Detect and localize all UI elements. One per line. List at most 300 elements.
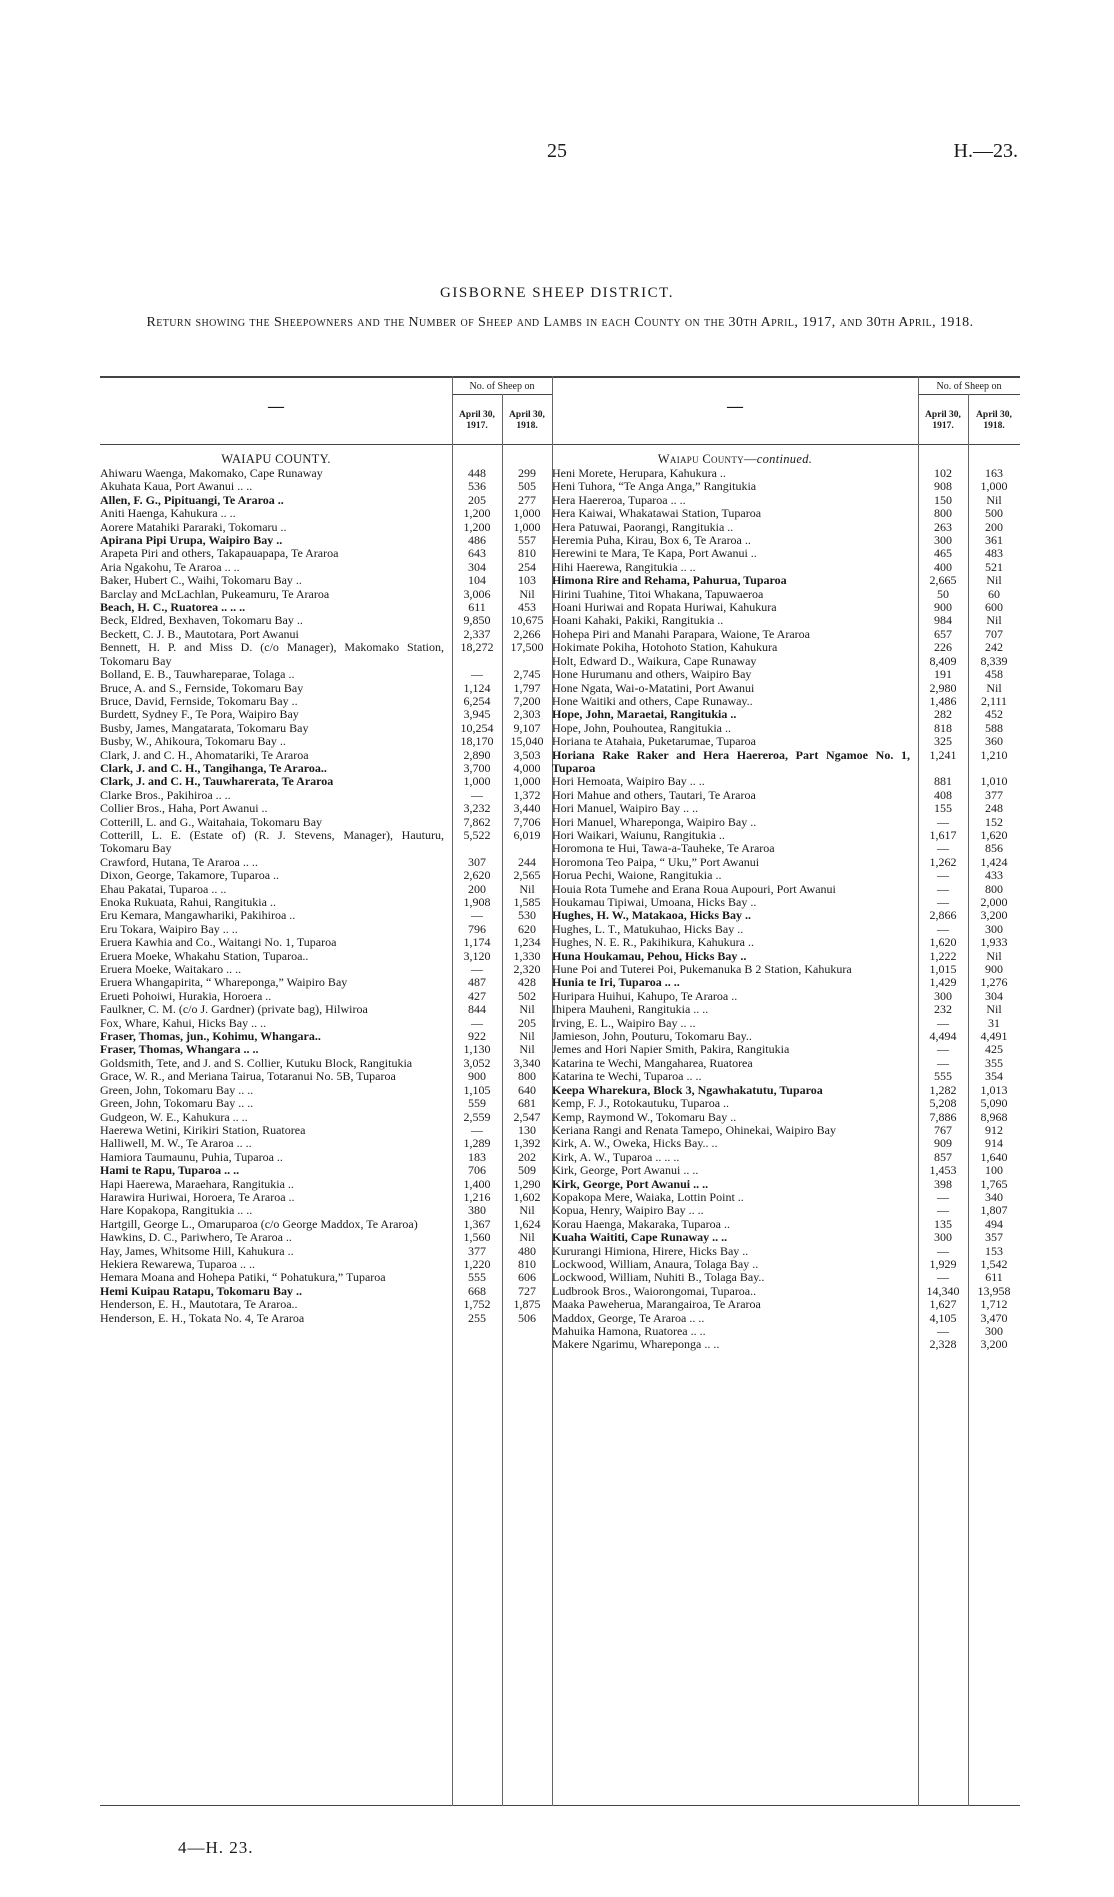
table-row bbox=[100, 1218, 552, 1231]
owner-name-cell bbox=[552, 1245, 918, 1258]
owner-name: Crawford, Hutana, Te Araroa .. .. bbox=[100, 855, 258, 869]
sheep-count-1918: 506 bbox=[518, 1310, 536, 1325]
owner-name-cell bbox=[100, 494, 452, 507]
owner-name-cell bbox=[552, 507, 918, 520]
owner-name-cell bbox=[100, 1178, 452, 1191]
sheep-count-1918: 13,958 bbox=[977, 1283, 1011, 1298]
sheep-count-1917: 555 bbox=[468, 1270, 486, 1285]
owner-name-cell bbox=[100, 1204, 452, 1217]
owner-name: Hori Mahue and others, Tautari, Te Araroa bbox=[552, 788, 756, 802]
table-row bbox=[552, 829, 1020, 842]
sheep-count-1917: 155 bbox=[934, 801, 952, 816]
owner-name-cell bbox=[100, 976, 452, 989]
owner-name: Hay, James, Whitsome Hill, Kahukura .. bbox=[100, 1244, 294, 1258]
county-heading-continued bbox=[552, 453, 918, 467]
table-row bbox=[552, 1271, 1020, 1284]
owner-name: Fraser, Thomas, Whangara .. .. bbox=[100, 1043, 259, 1057]
owner-name-cell bbox=[100, 1003, 452, 1016]
owner-name: Hokimate Pokiha, Hotohoto Station, Kahukura bbox=[552, 641, 778, 655]
sheep-count-1917: 9,850 bbox=[463, 613, 491, 628]
sheep-count-1917: 818 bbox=[934, 720, 952, 735]
owner-name: Irving, E. L., Waipiro Bay .. .. bbox=[552, 1016, 696, 1030]
owner-name: Hori Waikari, Waiunu, Rangitukia .. bbox=[552, 828, 725, 842]
owner-name-cell bbox=[100, 775, 452, 788]
sheep-count-1918: 505 bbox=[518, 479, 536, 494]
sheep-count-1918: 681 bbox=[518, 1096, 536, 1111]
owner-name: Bruce, David, Fernside, Tokomaru Bay .. bbox=[100, 694, 298, 708]
sheep-count-1917: 1,174 bbox=[463, 935, 491, 950]
sheep-count-1918: 1,392 bbox=[513, 1136, 541, 1151]
owner-name: Beck, Eldred, Bexhaven, Tokomaru Bay .. bbox=[100, 614, 303, 628]
owner-name-cell bbox=[552, 614, 918, 627]
table-row bbox=[552, 507, 1020, 520]
owner-name-cell bbox=[100, 1231, 452, 1244]
sheep-count-1918: 453 bbox=[518, 600, 536, 615]
owner-name-cell bbox=[100, 614, 452, 627]
sheep-count-1917: 487 bbox=[468, 975, 486, 990]
table-row bbox=[100, 547, 552, 560]
table-row bbox=[100, 829, 552, 856]
owner-name-cell bbox=[552, 735, 918, 748]
sheep-count-1918: 600 bbox=[985, 600, 1003, 615]
sheep-count-1918: 1,000 bbox=[513, 774, 541, 789]
sheep-count-1918: 4,491 bbox=[980, 1029, 1008, 1044]
sheep-count-1917: — bbox=[937, 1015, 949, 1030]
sheep-count-1917: 183 bbox=[468, 1149, 486, 1164]
sheep-count-1918: 1,807 bbox=[980, 1203, 1008, 1218]
sheep-count-1918: 60 bbox=[988, 586, 1000, 601]
sheep-count-1918: 3,440 bbox=[513, 801, 541, 816]
table-row bbox=[552, 923, 1020, 936]
sheep-count-1918: 3,340 bbox=[513, 1055, 541, 1070]
sheep-count-1918: 8,339 bbox=[980, 653, 1008, 668]
owner-name: Apirana Pipi Urupa, Waipiro Bay .. bbox=[100, 534, 283, 548]
sheep-count-1917: 1,560 bbox=[463, 1230, 491, 1245]
owner-name-cell bbox=[552, 749, 918, 776]
sheep-count-1918: Nil bbox=[519, 1042, 535, 1057]
sheep-count-1917: 900 bbox=[934, 600, 952, 615]
sheep-count-1917: — bbox=[937, 1055, 949, 1070]
district-title: GISBORNE SHEEP DISTRICT. bbox=[440, 285, 674, 301]
owner-name-cell bbox=[552, 480, 918, 493]
sheep-count-1918: 2,565 bbox=[513, 868, 541, 883]
table-row bbox=[552, 909, 1020, 922]
sheep-count-1917: 300 bbox=[934, 533, 952, 548]
sheep-count-1918: 100 bbox=[985, 1163, 1003, 1178]
table-row bbox=[552, 682, 1020, 695]
owner-name: Barclay and McLachlan, Pukeamuru, Te Araroa bbox=[100, 587, 330, 601]
sheep-count-1917: 2,620 bbox=[463, 868, 491, 883]
table-row bbox=[100, 1017, 552, 1030]
owner-name: Hoani Huriwai and Ropata Huriwai, Kahukura bbox=[552, 601, 777, 615]
sheep-count-1917: — bbox=[937, 895, 949, 909]
sheep-count-1918: Nil bbox=[986, 573, 1002, 588]
sheep-count-1917: 282 bbox=[934, 707, 952, 722]
owner-name-cell bbox=[552, 923, 918, 936]
sheep-count-1918: 205 bbox=[518, 1015, 536, 1030]
sheep-count-1917: 255 bbox=[468, 1310, 486, 1325]
owner-name-cell bbox=[552, 976, 918, 989]
owner-name: Hori Manuel, Waipiro Bay .. .. bbox=[552, 802, 699, 816]
owner-name: Hapi Haerewa, Maraehara, Rangitukia .. bbox=[100, 1177, 294, 1191]
sheep-count-1918: 611 bbox=[985, 1270, 1003, 1285]
owner-name-cell bbox=[552, 990, 918, 1003]
owner-name: Heni Tuhora, “Te Anga Anga,” Rangitukia bbox=[552, 480, 757, 494]
sheep-count-1917: 900 bbox=[468, 1069, 486, 1084]
table-row bbox=[100, 1245, 552, 1258]
table-row bbox=[100, 923, 552, 936]
sheep-count-group-header: No. of Sheep on bbox=[936, 381, 1002, 392]
table-row bbox=[100, 708, 552, 721]
sheep-count-1918: Nil bbox=[986, 680, 1002, 695]
sheep-count-1917: 465 bbox=[934, 546, 952, 561]
owner-name: Makere Ngarimu, Whareponga .. .. bbox=[552, 1338, 720, 1352]
table-row bbox=[552, 1003, 1020, 1016]
sheep-count-1918: 494 bbox=[985, 1216, 1003, 1231]
sheep-count-1918: 856 bbox=[985, 841, 1003, 856]
sheep-count-1918: 1,712 bbox=[980, 1297, 1008, 1312]
owner-name: Hami te Rapu, Tuparoa .. .. bbox=[100, 1164, 240, 1178]
table-row bbox=[100, 1231, 552, 1244]
owner-name: Hera Kaiwai, Whakatawai Station, Tuparoa bbox=[552, 507, 762, 521]
sheep-count-1917: 1,617 bbox=[929, 827, 957, 842]
owner-name-cell bbox=[100, 1312, 452, 1325]
table-row bbox=[100, 574, 552, 587]
sheep-count-1918: 1,424 bbox=[980, 854, 1008, 869]
sheep-count-1918: 300 bbox=[985, 921, 1003, 936]
table-row bbox=[552, 936, 1020, 949]
table-row bbox=[552, 950, 1020, 963]
table-row bbox=[100, 802, 552, 815]
owner-name-cell bbox=[100, 1164, 452, 1177]
table-row bbox=[552, 467, 1020, 480]
owner-name: Keriana Rangi and Renata Tamepo, Ohinekai, Waipiro Bay bbox=[552, 1123, 836, 1137]
owner-name: Kopakopa Mere, Waiaka, Lottin Point .. bbox=[552, 1190, 744, 1204]
owner-name-cell bbox=[552, 467, 918, 480]
owner-name: Aria Ngakohu, Te Araroa .. .. bbox=[100, 560, 240, 574]
owner-name: Bruce, A. and S., Fernside, Tokomaru Bay bbox=[100, 681, 304, 695]
owner-name-cell bbox=[100, 1285, 452, 1298]
sheep-count-1917: 3,232 bbox=[463, 801, 491, 816]
owner-name: Bennett, H. P. and Miss D. (c/o Manager), Makomako Station, Tokomaru Bay bbox=[100, 641, 444, 668]
sheep-count-1918: 1,010 bbox=[980, 774, 1008, 789]
owner-name: Arapeta Piri and others, Takapauapapa, Te Araroa bbox=[100, 547, 339, 561]
owner-name: Hohepa Piri and Manahi Parapara, Waione, Te Araroa bbox=[552, 627, 810, 641]
owner-name: Goldsmith, Tete, and J. and S. Collier, Kutuku Block, Rangitukia bbox=[100, 1056, 413, 1070]
sheep-count-1917: 668 bbox=[468, 1283, 486, 1298]
owner-name: Kirk, George, Port Awanui .. .. bbox=[552, 1164, 699, 1178]
sheep-count-1918: 200 bbox=[985, 519, 1003, 534]
owner-name-cell bbox=[100, 950, 452, 963]
sheep-count-1917: 984 bbox=[934, 613, 952, 628]
owner-name: Hoani Kahaki, Pakiki, Rangitukia .. bbox=[552, 614, 724, 628]
sheep-count-1917: 1,367 bbox=[463, 1216, 491, 1231]
owner-name-cell bbox=[552, 641, 918, 654]
sheep-count-1918: 500 bbox=[985, 506, 1003, 521]
table-row bbox=[100, 494, 552, 507]
owner-name: Hemara Moana and Hohepa Patiki, “ Pohatukura,” Tuparoa bbox=[100, 1271, 386, 1285]
sheep-count-1918: 1,000 bbox=[513, 506, 541, 521]
sheep-count-1917: 150 bbox=[934, 492, 952, 507]
sheep-count-1918: 458 bbox=[985, 667, 1003, 682]
table-row bbox=[100, 1003, 552, 1016]
table-row bbox=[100, 561, 552, 574]
table-row bbox=[552, 1017, 1020, 1030]
table-row bbox=[100, 816, 552, 829]
table-row bbox=[100, 762, 552, 775]
owner-name-cell bbox=[100, 1097, 452, 1110]
owner-name: Harawira Huriwai, Horoera, Te Araroa .. bbox=[100, 1190, 295, 1204]
sheep-count-1918: 361 bbox=[985, 533, 1003, 548]
sheep-count-1918: Nil bbox=[986, 613, 1002, 628]
table-row bbox=[552, 1285, 1020, 1298]
sheep-count-1917: — bbox=[937, 1324, 949, 1338]
table-row bbox=[100, 869, 552, 882]
sheep-count-1917: 706 bbox=[468, 1163, 486, 1178]
owner-name-cell bbox=[552, 1298, 918, 1311]
table-row bbox=[552, 601, 1020, 614]
owner-name-cell bbox=[552, 682, 918, 695]
sheep-count-1918: 130 bbox=[518, 1122, 536, 1137]
sheep-count-1917: 1,200 bbox=[463, 519, 491, 534]
owner-name: Hirini Tuahine, Titoi Whakana, Tapuwaeroa bbox=[552, 587, 764, 601]
owner-name-cell bbox=[100, 1245, 452, 1258]
sheep-count-1918: 248 bbox=[985, 801, 1003, 816]
owner-name-cell bbox=[100, 521, 452, 534]
sheep-count-1917: 2,559 bbox=[463, 1109, 491, 1124]
table-row bbox=[552, 896, 1020, 909]
sheep-count-1917: 3,945 bbox=[463, 707, 491, 722]
owner-name-cell bbox=[552, 1070, 918, 1083]
owner-name-cell bbox=[552, 909, 918, 922]
sheep-count-1917: 398 bbox=[934, 1176, 952, 1191]
table-row bbox=[552, 963, 1020, 976]
owner-name-cell bbox=[100, 802, 452, 815]
sheep-count-1918: 2,303 bbox=[513, 707, 541, 722]
table-row bbox=[100, 1298, 552, 1311]
owner-name: Horomona te Hui, Tawa-a-Tauheke, Te Araroa bbox=[552, 842, 775, 856]
owner-name: Hughes, L. T., Matukuhao, Hicks Bay .. bbox=[552, 922, 744, 936]
owner-name: Maddox, George, Te Araroa .. .. bbox=[552, 1311, 705, 1325]
owner-name: Lockwood, William, Anaura, Tolaga Bay .. bbox=[552, 1257, 759, 1271]
owner-name-cell bbox=[100, 1057, 452, 1070]
sheep-count-1918: 452 bbox=[985, 707, 1003, 722]
sheep-count-1917: — bbox=[471, 787, 483, 802]
table-row bbox=[552, 1070, 1020, 1083]
owner-name: Horua Pechi, Waione, Rangitukia .. bbox=[552, 869, 722, 883]
owner-name-cell bbox=[552, 1325, 918, 1338]
table-row bbox=[552, 1231, 1020, 1244]
sheep-count-1918: 588 bbox=[985, 720, 1003, 735]
table-row bbox=[100, 1271, 552, 1284]
owner-name-cell bbox=[552, 1271, 918, 1284]
owner-name-cell bbox=[552, 574, 918, 587]
sheep-count-1917: 767 bbox=[934, 1122, 952, 1137]
owner-name: Baker, Hubert C., Waihi, Tokomaru Bay .. bbox=[100, 574, 302, 588]
table-row bbox=[100, 695, 552, 708]
document-reference: H.—23. bbox=[953, 140, 1018, 162]
table-row bbox=[552, 614, 1020, 627]
owner-name: Himona Rire and Rehama, Pahurua, Tuparoa bbox=[552, 574, 787, 588]
owner-name: Eruera Kawhia and Co., Waitangi No. 1, Tuparoa bbox=[100, 936, 337, 950]
sheep-count-1918: 2,320 bbox=[513, 962, 541, 977]
sheep-count-1917: 1,627 bbox=[929, 1297, 957, 1312]
sheep-count-1918: 557 bbox=[518, 533, 536, 548]
table-row bbox=[552, 883, 1020, 896]
sheep-count-1917: 1,400 bbox=[463, 1176, 491, 1191]
owner-name: Clark, J. and C. H., Ahomatariki, Te Araroa bbox=[100, 748, 309, 762]
owner-name-cell bbox=[552, 789, 918, 802]
sheep-count-1918: 3,470 bbox=[980, 1310, 1008, 1325]
sheep-count-1917: 1,429 bbox=[929, 975, 957, 990]
owner-name: Beach, H. C., Ruatorea .. .. .. bbox=[100, 601, 246, 615]
owner-name: Katarina te Wechi, Mangaharea, Ruatorea bbox=[552, 1056, 753, 1070]
sheep-count-1917: 427 bbox=[468, 988, 486, 1003]
sheep-count-1917: 6,254 bbox=[463, 693, 491, 708]
table-row bbox=[100, 1111, 552, 1124]
sheep-count-1917: 555 bbox=[934, 1069, 952, 1084]
owner-name-cell bbox=[552, 1057, 918, 1070]
owner-name: Maaka Paweherua, Marangairoa, Te Araroa bbox=[552, 1298, 761, 1312]
owner-name-cell bbox=[100, 762, 452, 775]
table-row bbox=[552, 749, 1020, 776]
sheep-count-1917: 304 bbox=[468, 559, 486, 574]
sheep-count-1918: 2,266 bbox=[513, 626, 541, 641]
sheep-count-1918: 1,372 bbox=[513, 787, 541, 802]
sheep-count-1917: 3,120 bbox=[463, 948, 491, 963]
owner-name-cell bbox=[552, 668, 918, 681]
sheep-count-1917: 448 bbox=[468, 466, 486, 480]
sheep-count-group-header: No. of Sheep on bbox=[469, 381, 535, 392]
table-row bbox=[552, 816, 1020, 829]
owner-name: Eru Kemara, Mangawhariki, Pakihiroa .. bbox=[100, 909, 296, 923]
table-row bbox=[552, 547, 1020, 560]
sheep-count-1917: 1,289 bbox=[463, 1136, 491, 1151]
table-row bbox=[552, 641, 1020, 654]
sheep-count-1918: 727 bbox=[518, 1283, 536, 1298]
owner-name: Hemi Kuipau Ratapu, Tokomaru Bay .. bbox=[100, 1284, 303, 1298]
table-top-rule bbox=[100, 376, 1020, 378]
table-row bbox=[100, 775, 552, 788]
sheep-count-1918: 640 bbox=[518, 1082, 536, 1097]
owner-name: Clark, J. and C. H., Tauwharerata, Te Araroa bbox=[100, 775, 334, 789]
sheep-count-1918: Nil bbox=[519, 1002, 535, 1017]
sheep-count-1918: 509 bbox=[518, 1163, 536, 1178]
owner-name-cell bbox=[100, 588, 452, 601]
sheep-count-1917: 377 bbox=[468, 1243, 486, 1258]
owner-name: Bolland, E. B., Tauwhareparae, Tolaga .. bbox=[100, 668, 295, 682]
sheep-count-1917: 1,124 bbox=[463, 680, 491, 695]
sheep-count-1917: 2,890 bbox=[463, 747, 491, 762]
owner-name: Beckett, C. J. B., Mautotara, Port Awanui bbox=[100, 627, 299, 641]
table-row bbox=[552, 856, 1020, 869]
sheep-count-1917: 857 bbox=[934, 1149, 952, 1164]
sheep-count-1917: 300 bbox=[934, 988, 952, 1003]
owner-name: Kururangi Himiona, Hirere, Hicks Bay .. bbox=[552, 1244, 749, 1258]
table-row bbox=[100, 1204, 552, 1217]
owner-name: Ahiwaru Waenga, Makomako, Cape Runaway bbox=[100, 467, 323, 480]
owner-name-cell bbox=[552, 842, 918, 855]
owner-name-cell bbox=[100, 641, 452, 668]
owner-name: Burdett, Sydney F., Te Pora, Waipiro Bay bbox=[100, 708, 299, 722]
sheep-count-1917: 380 bbox=[468, 1203, 486, 1218]
owner-name-cell bbox=[552, 1151, 918, 1164]
sheep-count-1918: 1,276 bbox=[980, 975, 1008, 990]
owner-name-cell bbox=[552, 883, 918, 896]
table-row bbox=[100, 1097, 552, 1110]
owner-name-cell bbox=[100, 990, 452, 1003]
owner-name-cell bbox=[100, 1111, 452, 1124]
sheep-count-1918: 810 bbox=[518, 1256, 536, 1271]
sheep-count-1917: 1,620 bbox=[929, 935, 957, 950]
owner-name: Katarina te Wechi, Tuparoa .. .. bbox=[552, 1070, 702, 1084]
table-row bbox=[100, 641, 552, 668]
table-row bbox=[100, 976, 552, 989]
table-row bbox=[552, 735, 1020, 748]
sheep-count-1917: 1,220 bbox=[463, 1256, 491, 1271]
sheep-count-1917: 643 bbox=[468, 546, 486, 561]
owner-name: Aniti Haenga, Kahukura .. .. bbox=[100, 507, 236, 521]
table-row bbox=[552, 722, 1020, 735]
owner-name: Hamiora Taumaunu, Puhia, Tuparoa .. bbox=[100, 1150, 283, 1164]
sheep-count-1917: — bbox=[937, 1042, 949, 1057]
owner-name-cell bbox=[552, 588, 918, 601]
sheep-count-1917: — bbox=[937, 1203, 949, 1218]
table-row bbox=[552, 1030, 1020, 1043]
table-row bbox=[100, 534, 552, 547]
owner-name-cell bbox=[552, 1285, 918, 1298]
table-row bbox=[552, 480, 1020, 493]
owner-name-cell bbox=[100, 722, 452, 735]
owner-name: Hunia te Iri, Tuparoa .. .. bbox=[552, 976, 680, 990]
sheep-count-1918: 377 bbox=[985, 787, 1003, 802]
owner-name-cell bbox=[552, 1017, 918, 1030]
table-row bbox=[552, 1137, 1020, 1150]
column-header-1918: April 30, 1918. bbox=[509, 410, 545, 431]
sheep-count-1918: 300 bbox=[985, 1324, 1003, 1338]
owner-name-cell bbox=[552, 896, 918, 909]
owner-name: Hera Patuwai, Paorangi, Rangitukia .. bbox=[552, 520, 734, 534]
sheep-count-1918: 254 bbox=[518, 559, 536, 574]
owner-name-cell bbox=[552, 869, 918, 882]
owner-name: Hare Kopakopa, Rangitukia .. .. bbox=[100, 1204, 253, 1218]
owner-name-cell bbox=[100, 574, 452, 587]
sheep-count-1918: 202 bbox=[518, 1149, 536, 1164]
owner-name-cell bbox=[100, 547, 452, 560]
sheep-count-1918: 502 bbox=[518, 988, 536, 1003]
owner-name: Hihi Haerewa, Rangitukia .. .. bbox=[552, 560, 696, 574]
table-row bbox=[100, 614, 552, 627]
sheep-count-1918: 800 bbox=[518, 1069, 536, 1084]
sheep-count-1917: 1,453 bbox=[929, 1163, 957, 1178]
table-row bbox=[552, 1298, 1020, 1311]
table-row bbox=[100, 682, 552, 695]
table-row bbox=[100, 1043, 552, 1056]
sheep-count-1917: 1,200 bbox=[463, 506, 491, 521]
owner-name: Haerewa Wetini, Kirikiri Station, Ruatorea bbox=[100, 1123, 306, 1137]
owner-name: Ehau Pakatai, Tuparoa .. .. bbox=[100, 882, 227, 896]
owner-name-cell bbox=[100, 695, 452, 708]
right-table-column bbox=[552, 453, 1020, 1352]
table-row bbox=[552, 1218, 1020, 1231]
table-row bbox=[552, 1111, 1020, 1124]
owner-name: Allen, F. G., Pipituangi, Te Araroa .. bbox=[100, 493, 284, 507]
table-row bbox=[100, 1057, 552, 1070]
sheep-count-1917: 1,015 bbox=[929, 962, 957, 977]
sheep-count-1917: — bbox=[937, 881, 949, 896]
table-row bbox=[100, 1285, 552, 1298]
sheep-count-1917: — bbox=[471, 1122, 483, 1137]
